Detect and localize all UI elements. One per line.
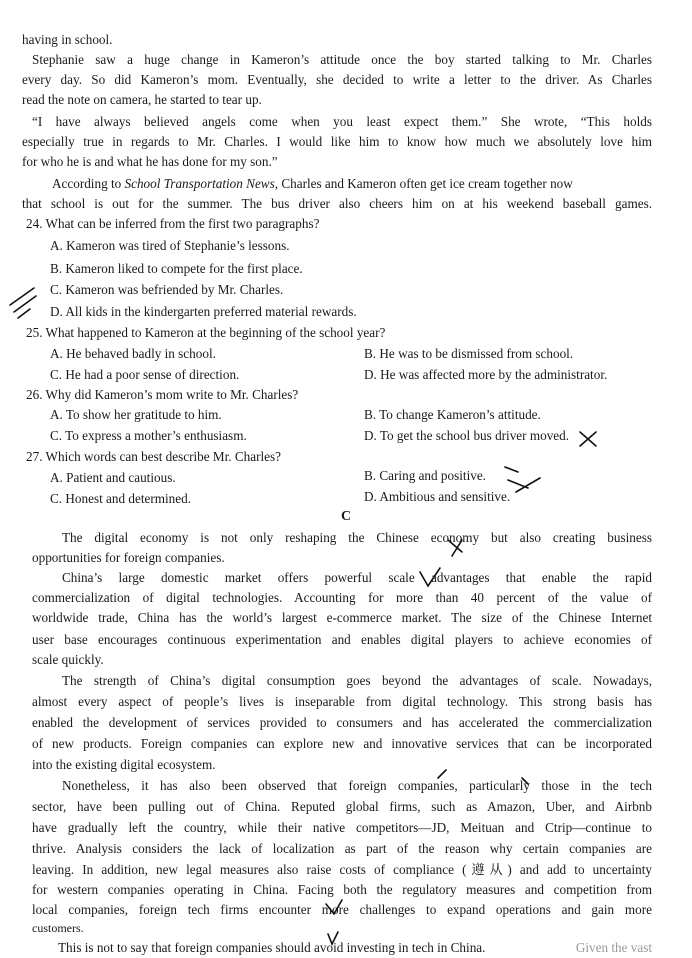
question-25-stem: 25. What happened to Kameron at the beginning of the school year?: [26, 325, 386, 340]
question-27-option-d: D. Ambitious and sensitive.: [364, 489, 511, 504]
question-27-stem: 27. Which words can best describe Mr. Charles?: [26, 449, 282, 464]
paragraph-line: for western companies operating in China. Facing both the regulatory measures and competition from: [32, 882, 652, 897]
paragraph-line: have gradually left the country, while their native competitors—JD, Meituan and Ctrip—continue to: [32, 820, 652, 835]
paragraph-line: local companies, foreign tech firms encounter more challenges to expand operations and gain more: [32, 902, 652, 917]
paragraph-line: that school is out for the summer. The bus driver also cheers him on at his weekend baseball games.: [22, 196, 652, 211]
paragraph-line: almost every aspect of people’s lives is inseparable from digital technology. This strong basis has: [32, 694, 652, 709]
text-run: , Charles and Kameron often get ice cream together now: [274, 176, 573, 191]
paragraph-line: every day. So did Kameron’s mom. Eventually, she decided to write a letter to the driver. As Charles: [22, 72, 652, 87]
question-26-option-a: A. To show her gratitude to him.: [50, 407, 222, 422]
paragraph-line: enabled the development of services provided to consumers and has accelerated the commercialization: [32, 715, 652, 730]
question-26-option-c: C. To express a mother’s enthusiasm.: [50, 428, 247, 443]
paragraph-line: The digital economy is not only reshaping the Chinese economy but also creating business: [62, 530, 652, 545]
paragraph-line: Stephanie saw a huge change in Kameron’s attitude once the boy started talking to Mr. Charles: [32, 52, 652, 67]
pen-stroke: [18, 309, 30, 318]
question-24-option-a: A. Kameron was tired of Stephanie’s lessons.: [50, 238, 290, 253]
paragraph-line: Nonetheless, it has also been observed that foreign companies, particularly those in the tech: [62, 778, 652, 793]
paragraph-line: for who he is and what he has done for my son.”: [22, 154, 278, 169]
paragraph-line: The strength of China’s digital consumption goes beyond the advantages of scale. Nowadays,: [62, 673, 652, 688]
question-26-option-b: B. To change Kameron’s attitude.: [364, 407, 541, 422]
paragraph-line: thrive. Analysis considers the lack of localization as part of the reason why certain companies are: [32, 841, 652, 856]
question-24-stem: 24. What can be inferred from the first two paragraphs?: [26, 216, 320, 231]
question-25-option-a: A. He behaved badly in school.: [50, 346, 216, 361]
question-26-option-d: D. To get the school bus driver moved.: [364, 428, 570, 443]
pen-stroke: [14, 296, 36, 312]
question-24-option-b: B. Kameron liked to compete for the first place.: [50, 261, 303, 276]
paragraph-line: [52, 174, 652, 194]
publication-title: School Transportation News: [124, 176, 275, 191]
paragraph-line: customers.: [32, 921, 84, 935]
section-heading: C: [340, 509, 352, 524]
question-24-option-d: D. All kids in the kindergarten preferred material rewards.: [50, 304, 357, 319]
paragraph-line: opportunities for foreign companies.: [32, 550, 225, 565]
pen-stroke: [505, 467, 540, 492]
paragraph-line: “I have always believed angels come when you least expect them.” She wrote, “This holds: [32, 114, 652, 129]
paragraph-line: user base encourages continuous experimentation and enables digital players to achieve economies of: [32, 632, 652, 647]
question-26-stem: 26. Why did Kameron’s mom write to Mr. Charles?: [26, 387, 299, 402]
question-24-option-c: C. Kameron was befriended by Mr. Charles.: [50, 282, 284, 297]
question-27-option-b: B. Caring and positive.: [364, 468, 486, 483]
paragraph-line: having in school.: [22, 32, 113, 47]
paragraph-line: [58, 938, 652, 958]
question-27-option-c: C. Honest and determined.: [50, 491, 191, 506]
text-run: According to: [52, 176, 122, 191]
pen-stroke: [10, 288, 34, 305]
paragraph-line: of new products. Foreign companies can explore new and innovative services that can be incorporated: [32, 736, 652, 751]
paragraph-line: into the existing digital ecosystem.: [32, 757, 216, 772]
paragraph-line: leaving. In addition, new legal measures also raise costs of compliance (遵从) and add to uncertainty: [32, 862, 652, 877]
question-25-option-b: B. He was to be dismissed from school.: [364, 346, 574, 361]
question-27-option-a: A. Patient and cautious.: [50, 470, 176, 485]
paragraph-line: sector, have been pulling out of China. Reputed global firms, such as Amazon, Uber, and Airbnb: [32, 799, 652, 814]
pen-stroke: [580, 432, 596, 446]
text-run-faded: Given the vast: [575, 940, 652, 955]
question-25-option-c: C. He had a poor sense of direction.: [50, 367, 240, 382]
paragraph-line: worldwide trade, China has the world’s largest e-commerce market. The size of the Chinese Internet: [32, 610, 652, 625]
question-25-option-d: D. He was affected more by the administrator.: [364, 367, 608, 382]
paragraph-line: scale quickly.: [32, 652, 104, 667]
paragraph-line: China’s large domestic market offers powerful scale advantages that enable the rapid: [62, 570, 652, 585]
paragraph-line: commercialization of digital technologies. Accounting for more than 40 percent of the value of: [32, 590, 652, 605]
paragraph-line: read the note on camera, he started to tear up.: [22, 92, 262, 107]
paragraph-line: especially true in regards to Mr. Charles. I would like him to know how much we absolutely love him: [22, 134, 652, 149]
text-run: This is not to say that foreign companies should avoid investing in tech in China.: [58, 940, 486, 955]
